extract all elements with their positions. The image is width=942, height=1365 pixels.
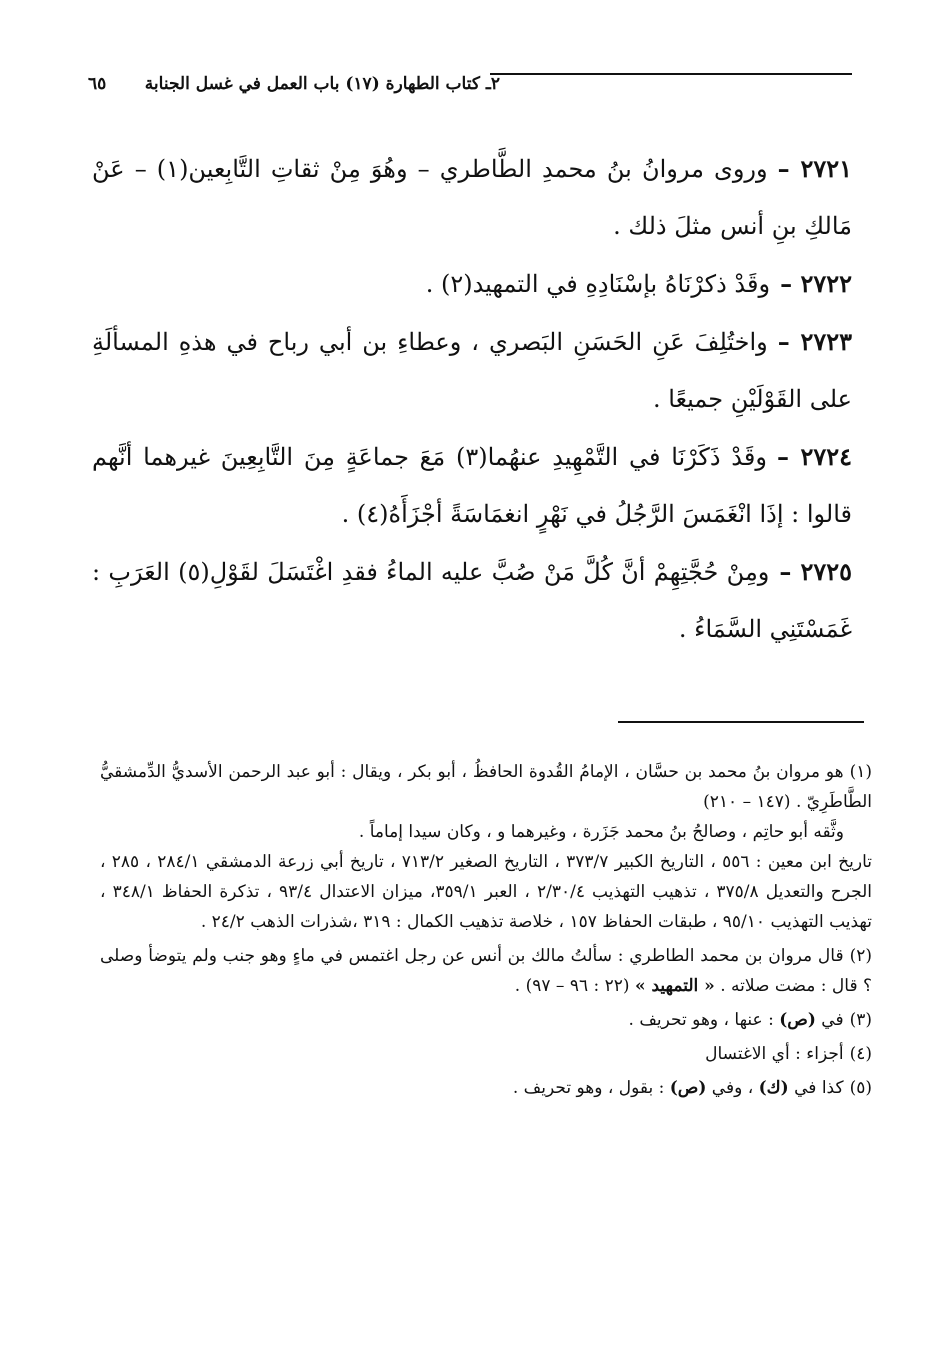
- footnote-2: [100, 941, 872, 1001]
- footnote-text: أجزاء : أي الاغتسال: [705, 1044, 844, 1064]
- main-text: [92, 140, 852, 658]
- footnote-text: كذا في: [794, 1078, 844, 1098]
- footnote-marker: (١): [849, 762, 872, 782]
- paragraph-2721: [92, 140, 852, 255]
- footnote-marker: (٣): [849, 1010, 872, 1030]
- manuscript-siglum: (ص): [669, 1078, 707, 1098]
- paragraph-number: ٢٧٢٤ –: [776, 442, 853, 471]
- footnote-reference: (٢٢ : ٩٦ – ٩٧) .: [514, 976, 630, 996]
- book-title: « التمهيد »: [634, 976, 715, 996]
- manuscript-siglum: (ك): [758, 1078, 789, 1098]
- footnote-text: هو مروان بنُ محمد بن حسَّان ، الإمامُ القُدوة الحافظُ ، أبو بكر ، ويقال : أبو عبد الرحمن الأسديُّ الدِّمشقيُّ الطَّاطَرِيّ . (١٤٧ – ٢١٠): [100, 762, 872, 812]
- footnote-separator: [618, 721, 864, 723]
- footnote-marker: (٢): [849, 946, 872, 966]
- footnote-text: : بقول ، وهو تحريف .: [512, 1078, 665, 1098]
- paragraph-number: ٢٧٢٣ –: [777, 327, 852, 356]
- page-number: ٦٥: [88, 74, 107, 94]
- paragraph-text: ومِنْ حُجَّتِهِمْ أنَّ كُلَّ مَنْ صُبَّ عليه الماءُ فقدِ اغْتَسَلَ لقَوْلِ(٥) العَرَبِ : غَمَسْتَنِي السَّمَاءُ .: [92, 558, 852, 643]
- footnote-marker: (٥): [849, 1078, 872, 1098]
- paragraph-2722: [92, 255, 852, 313]
- footnote-sources: تاريخ ابن معين : ٥٥٦ ، التاريخ الكبير ٣٧٣/٧ ، التاريخ الصغير ٧١٣/٢ ، تاريخ أبي زرعة الدمشقي ٢٨٤/١ ، ٢٨٥ ، الجرح والتعديل ٣٧٥/٨ ، تذهيب التهذيب ٢/٣٠/٤ ، العبر ٣٥٩/١، ميزان الاعتدال ٩٣/٤ ، تذكرة الحفاظ ٣٤٨/١ ، تهذيب التهذيب ٩٥/١٠ ، طبقات الحفاظ ١٥٧ ، خلاصة تذهيب الكمال : ٣١٩ ،شذرات الذهب ٢٤/٢ .: [100, 852, 873, 932]
- footnote-text: في: [821, 1010, 844, 1030]
- paragraph-text: وروى مروانُ بنُ محمدِ الطَّاطري – وهُوَ مِنْ ثقاتِ التَّابِعين(١) – عَنْ مَالكِ بنِ أنس مثلَ ذلك .: [92, 155, 852, 240]
- paragraph-text: وقَدْ ذكرْنَاهُ بإسْنَادِهِ في التمهيد(٢) .: [425, 270, 771, 298]
- paragraph-number: ٢٧٢٢ –: [780, 269, 852, 298]
- footnotes: [100, 757, 872, 1107]
- header-rule: [490, 73, 852, 75]
- footnote-text: وثَّقه أبو حاتِم ، وصالحُ بنُ محمد جَزَرة ، وغيرهما و ، وكان سيدا إماماً .: [358, 822, 844, 842]
- footnote-text: قال مروان بن محمد الطاطري : سألتُ مالك بن أنس عن رجل اغتمس في ماءٍ وهو جنب ولم يتوضأ وصلى ؟ قال : مضت صلاته .: [100, 946, 872, 996]
- footnote-text: : عنها ، وهو تحريف .: [628, 1010, 774, 1030]
- paragraph-2725: [92, 543, 852, 658]
- footnote-text: ، وفي: [711, 1078, 754, 1098]
- paragraph-number: ٢٧٢١ –: [777, 154, 852, 183]
- running-head: ٢ـ كتاب الطهارة (١٧) باب العمل في غسل الجنابة: [144, 74, 500, 94]
- footnote-1: [100, 757, 872, 937]
- manuscript-siglum: (ص): [779, 1010, 816, 1030]
- paragraph-2723: [92, 313, 852, 428]
- footnote-5: [100, 1073, 872, 1103]
- paragraph-text: واختُلِفَ عَنِ الحَسَنِ البَصري ، وعطاءِ بن أبي رباح في هذهِ المسألَةِ على القَوْلَيْنِ جميعًا .: [92, 328, 852, 413]
- footnote-4: [100, 1039, 872, 1069]
- footnote-3: [100, 1005, 872, 1035]
- paragraph-number: ٢٧٢٥ –: [779, 557, 852, 586]
- footnote-marker: (٤): [849, 1044, 872, 1064]
- paragraph-text: وقَدْ ذَكَرْنَا في التَّمْهِيدِ عنهُما(٣) مَعَ جماعَةٍ مِنَ التَّابِعِينَ غيرهما أنَّهم قالوا : إذَا انْغَمَسَ الرَّجُلُ في نَهْرٍ انغمَاسَةً أجْزَأَهُ(٤) .: [92, 443, 852, 528]
- paragraph-2724: [92, 428, 852, 543]
